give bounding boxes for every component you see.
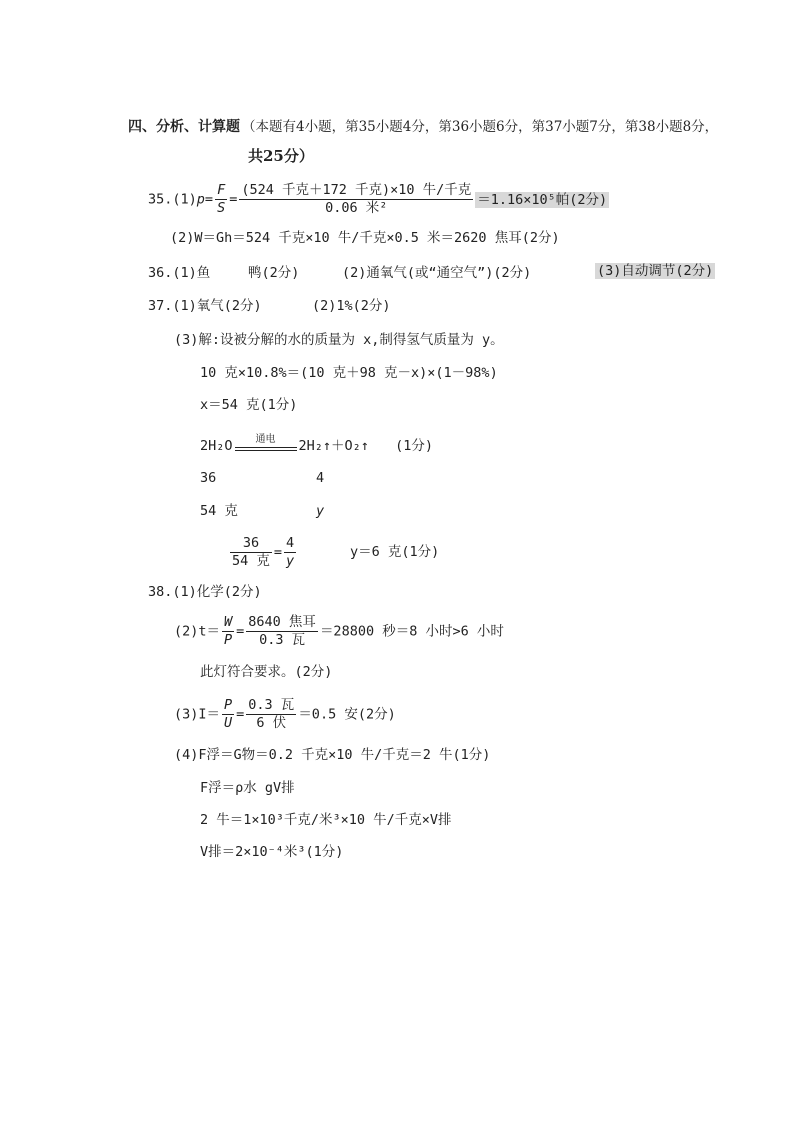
q38-p2-label: (2)t＝ bbox=[174, 623, 221, 640]
q35-label: 35.(1) bbox=[148, 191, 197, 208]
q35-eq: = bbox=[204, 191, 214, 208]
q35-part2: (2)W＝Gh＝524 千克×10 牛/千克×0.5 米＝2620 焦耳(2分) bbox=[170, 230, 560, 246]
q38-part4a: (4)F浮＝G物＝0.2 千克×10 牛/千克＝2 牛(1分) bbox=[174, 747, 491, 763]
q37-part3: (3)解:设被分解的水的质量为 x,制得氢气质量为 y。 bbox=[174, 332, 504, 348]
q36-part3-text: (3)自动调节(2分) bbox=[597, 263, 714, 279]
q37-reaction bbox=[200, 436, 433, 456]
q37-proportion: $\frac{36}{\text{54 克}}$ = $\frac{4}{y}$ bbox=[232, 535, 295, 569]
q35-fraction-main bbox=[239, 182, 473, 217]
q37-part1: 37.(1)氧气(2分) bbox=[148, 298, 262, 314]
q37-result: y＝6 克(1分) bbox=[350, 544, 440, 560]
q38-part2-note: 此灯符合要求。(2分) bbox=[200, 664, 333, 680]
q38-frac-pu: $\frac{P}{U}$ bbox=[224, 697, 233, 731]
q35-S: S bbox=[217, 200, 226, 216]
reaction-condition: 通电 bbox=[255, 434, 276, 445]
q36-part3 bbox=[595, 261, 715, 281]
q37-ratio-left-2: 54 克 bbox=[200, 503, 238, 519]
q35-result: ＝1.16×10⁵帕(2分) bbox=[477, 191, 608, 208]
q37-ratio-right-2: y bbox=[316, 503, 325, 519]
q38-part2: (2)t＝ $\frac{W}{P}$ = $\frac{\text{8640 焦耳}}{\text{0.3 瓦}}$ ＝28800 秒＝8 小时>6 小时 bbox=[174, 614, 504, 648]
section-title: 四、分析、计算题 bbox=[128, 119, 240, 135]
q38-frac-pu-values: $\frac{\text{0.3 瓦}}{\text{6 伏}}$ bbox=[248, 697, 295, 731]
q37-equation2: x＝54 克(1分) bbox=[200, 397, 298, 413]
q35-part1: 35.(1)p= $\frac{F}{S}$ = $\frac{\text{(524 千克＋172 千克)×10 牛/千克}}{\text{0.06 米²}}$ ＝1.16×10⁵帕(2分) bbox=[148, 182, 608, 216]
q38-part4b: F浮＝ρ水 gV排 bbox=[200, 780, 295, 796]
q38-part4d: V排＝2×10⁻⁴米³(1分) bbox=[200, 844, 344, 860]
q37-ratio-left-1: 36 bbox=[200, 470, 217, 486]
q38-part1: 38.(1)化学(2分) bbox=[148, 584, 262, 600]
q38-p3-label: (3)I＝ bbox=[174, 706, 221, 723]
q35-F: F bbox=[217, 182, 226, 198]
q38-part3: (3)I＝ $\frac{P}{U}$ = $\frac{\text{0.3 瓦}}{\text{6 伏}}$ ＝0.5 安(2分) bbox=[174, 697, 396, 731]
q38-part4c: 2 牛＝1×10³千克/米³×10 牛/千克×V排 bbox=[200, 812, 452, 828]
q37-ratio-right-1: 4 bbox=[316, 470, 325, 486]
q35-numerator: (524 千克＋172 千克)×10 牛/千克 bbox=[241, 182, 472, 198]
q37-equation1: 10 克×10.8%＝(10 克＋98 克－x)×(1－98%) bbox=[200, 365, 498, 381]
section-description: （本题有4小题，第35小题4分，第36小题6分，第37小题7分，第38小题8分， bbox=[242, 119, 719, 135]
reaction-products: 2H₂↑＋O₂↑ bbox=[298, 438, 369, 454]
q36-part1b: 鸭(2分) bbox=[248, 265, 300, 281]
q38-frac-wp: $\frac{W}{P}$ bbox=[224, 614, 233, 648]
q36-part2: (2)通氧气(或“通空气”)(2分) bbox=[342, 265, 532, 281]
q38-frac-values: $\frac{\text{8640 焦耳}}{\text{0.3 瓦}}$ bbox=[248, 614, 316, 648]
q35-fraction-fs bbox=[215, 182, 227, 217]
reaction-points: (1分) bbox=[395, 438, 433, 454]
q37-part2: (2)1%(2分) bbox=[312, 298, 391, 314]
q35-denominator: 0.06 米² bbox=[325, 200, 388, 216]
section-total: 共25分） bbox=[248, 147, 314, 165]
q36-part1: 36.(1)鱼 bbox=[148, 265, 211, 281]
q38-p3-result: ＝0.5 安(2分) bbox=[298, 706, 396, 723]
q35-var: p bbox=[196, 191, 205, 208]
reaction-reactant: 2H₂O bbox=[200, 438, 233, 454]
q37-frac2: $\frac{4}{y}$ bbox=[286, 535, 295, 569]
q38-p2-result: ＝28800 秒＝8 小时>6 小时 bbox=[319, 623, 504, 640]
reaction-arrow bbox=[233, 436, 299, 456]
q37-frac1: $\frac{36}{\text{54 克}}$ bbox=[232, 535, 270, 569]
